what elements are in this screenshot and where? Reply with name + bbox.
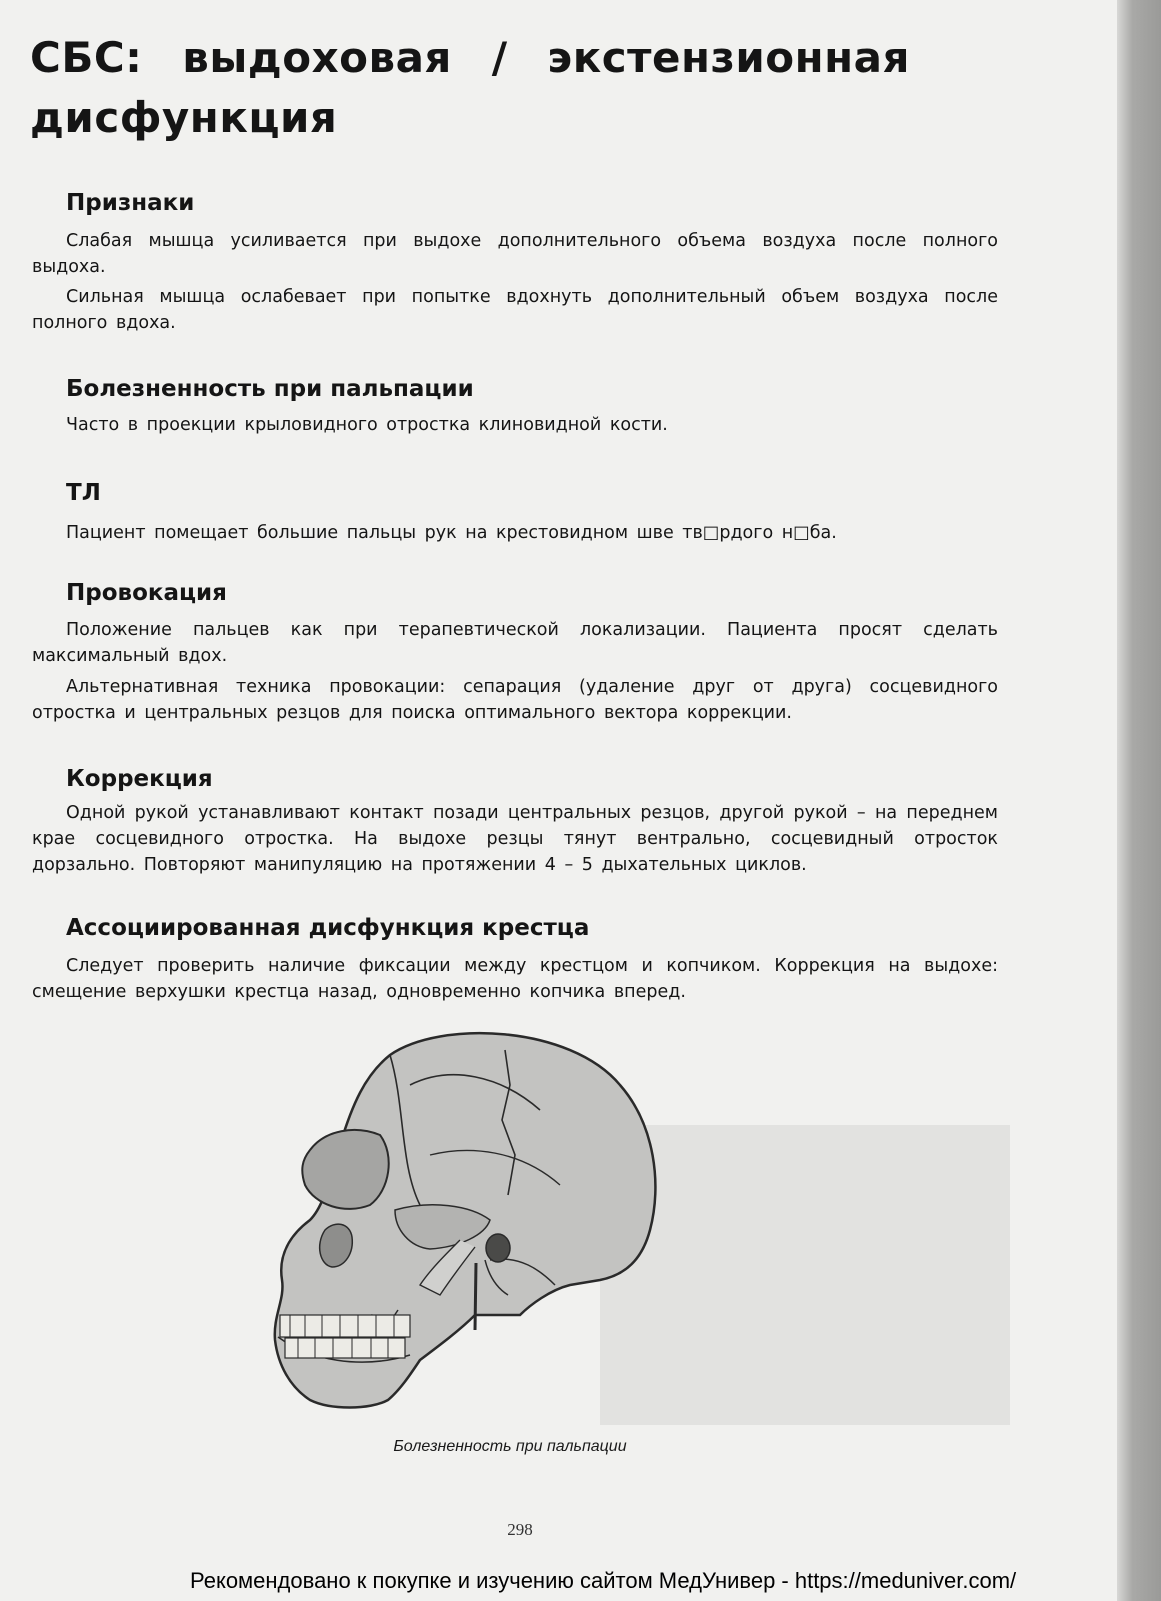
provocation-paragraph-2: Альтернативная техника провокации: сепарация (удаление друг от друга) сосцевидного отростка и центральных резцов для поиска оптимального вектора коррекции. xyxy=(32,677,998,723)
section-provocation xyxy=(66,578,998,608)
provocation-paragraph-1: Положение пальцев как при терапевтической локализации. Пациента просят сделать максимальный вдох. xyxy=(32,620,998,666)
section-heading: Провокация xyxy=(66,580,227,606)
section-sacrum xyxy=(66,913,998,943)
signs-paragraph-1: Слабая мышца усиливается при выдохе дополнительного объема воздуха после полного выдоха. xyxy=(32,231,998,277)
section-heading: Коррекция xyxy=(66,766,213,792)
tl-paragraph: Пациент помещает большие пальцы рук на крестовидном шве тв□рдого н□ба. xyxy=(66,523,837,543)
section-correction xyxy=(66,764,998,794)
section-heading: Болезненность при пальпации xyxy=(66,376,474,402)
signs-paragraph-2-block xyxy=(32,284,998,336)
sacrum-paragraph-block xyxy=(32,953,998,1005)
correction-paragraph: Одной рукой устанавливают контакт позади центральных резцов, другой рукой – на переднем крае сосцевидного отростка. На выдохе резцы тянут вентрально, сосцевидный отросток дорзально. Повторяют манипуляцию на протяжении 4 – 5 дыхательных циклов. xyxy=(32,803,998,875)
sacrum-paragraph: Следует проверить наличие фиксации между крестцом и копчиком. Коррекция на выдохе: смещение верхушки крестца назад, одновременно копчика вперед. xyxy=(32,956,998,1002)
section-palpation xyxy=(66,374,998,438)
footer-watermark: Рекомендовано к покупке и изучению сайтом МедУнивер - https://meduniver.com/ xyxy=(190,1568,1017,1593)
provocation-paragraph-2-block xyxy=(32,674,998,726)
section-tl xyxy=(66,478,998,546)
section-heading: Признаки xyxy=(66,190,195,216)
section-signs xyxy=(66,188,998,218)
signs-paragraph-2: Сильная мышца ослабевает при попытке вдохнуть дополнительный объем воздуха после полного вдоха. xyxy=(32,287,998,333)
section-heading: ТЛ xyxy=(66,480,101,506)
correction-paragraph-block xyxy=(32,800,998,878)
palpation-paragraph: Часто в проекции крыловидного отростка клиновидной кости. xyxy=(66,415,668,435)
provocation-paragraph-1-block xyxy=(32,617,998,669)
page-edge-shadow xyxy=(1117,0,1161,1601)
skull-icon xyxy=(270,1015,670,1430)
skull-illustration xyxy=(270,1015,670,1430)
page-title: СБС: выдоховая / экстензионная дисфункция xyxy=(30,33,910,142)
figure-caption: Болезненность при пальпации xyxy=(393,1438,627,1455)
page-number: 298 xyxy=(507,1520,533,1539)
section-heading: Ассоциированная дисфункция крестца xyxy=(66,915,590,941)
signs-paragraph-1-block xyxy=(32,228,998,280)
